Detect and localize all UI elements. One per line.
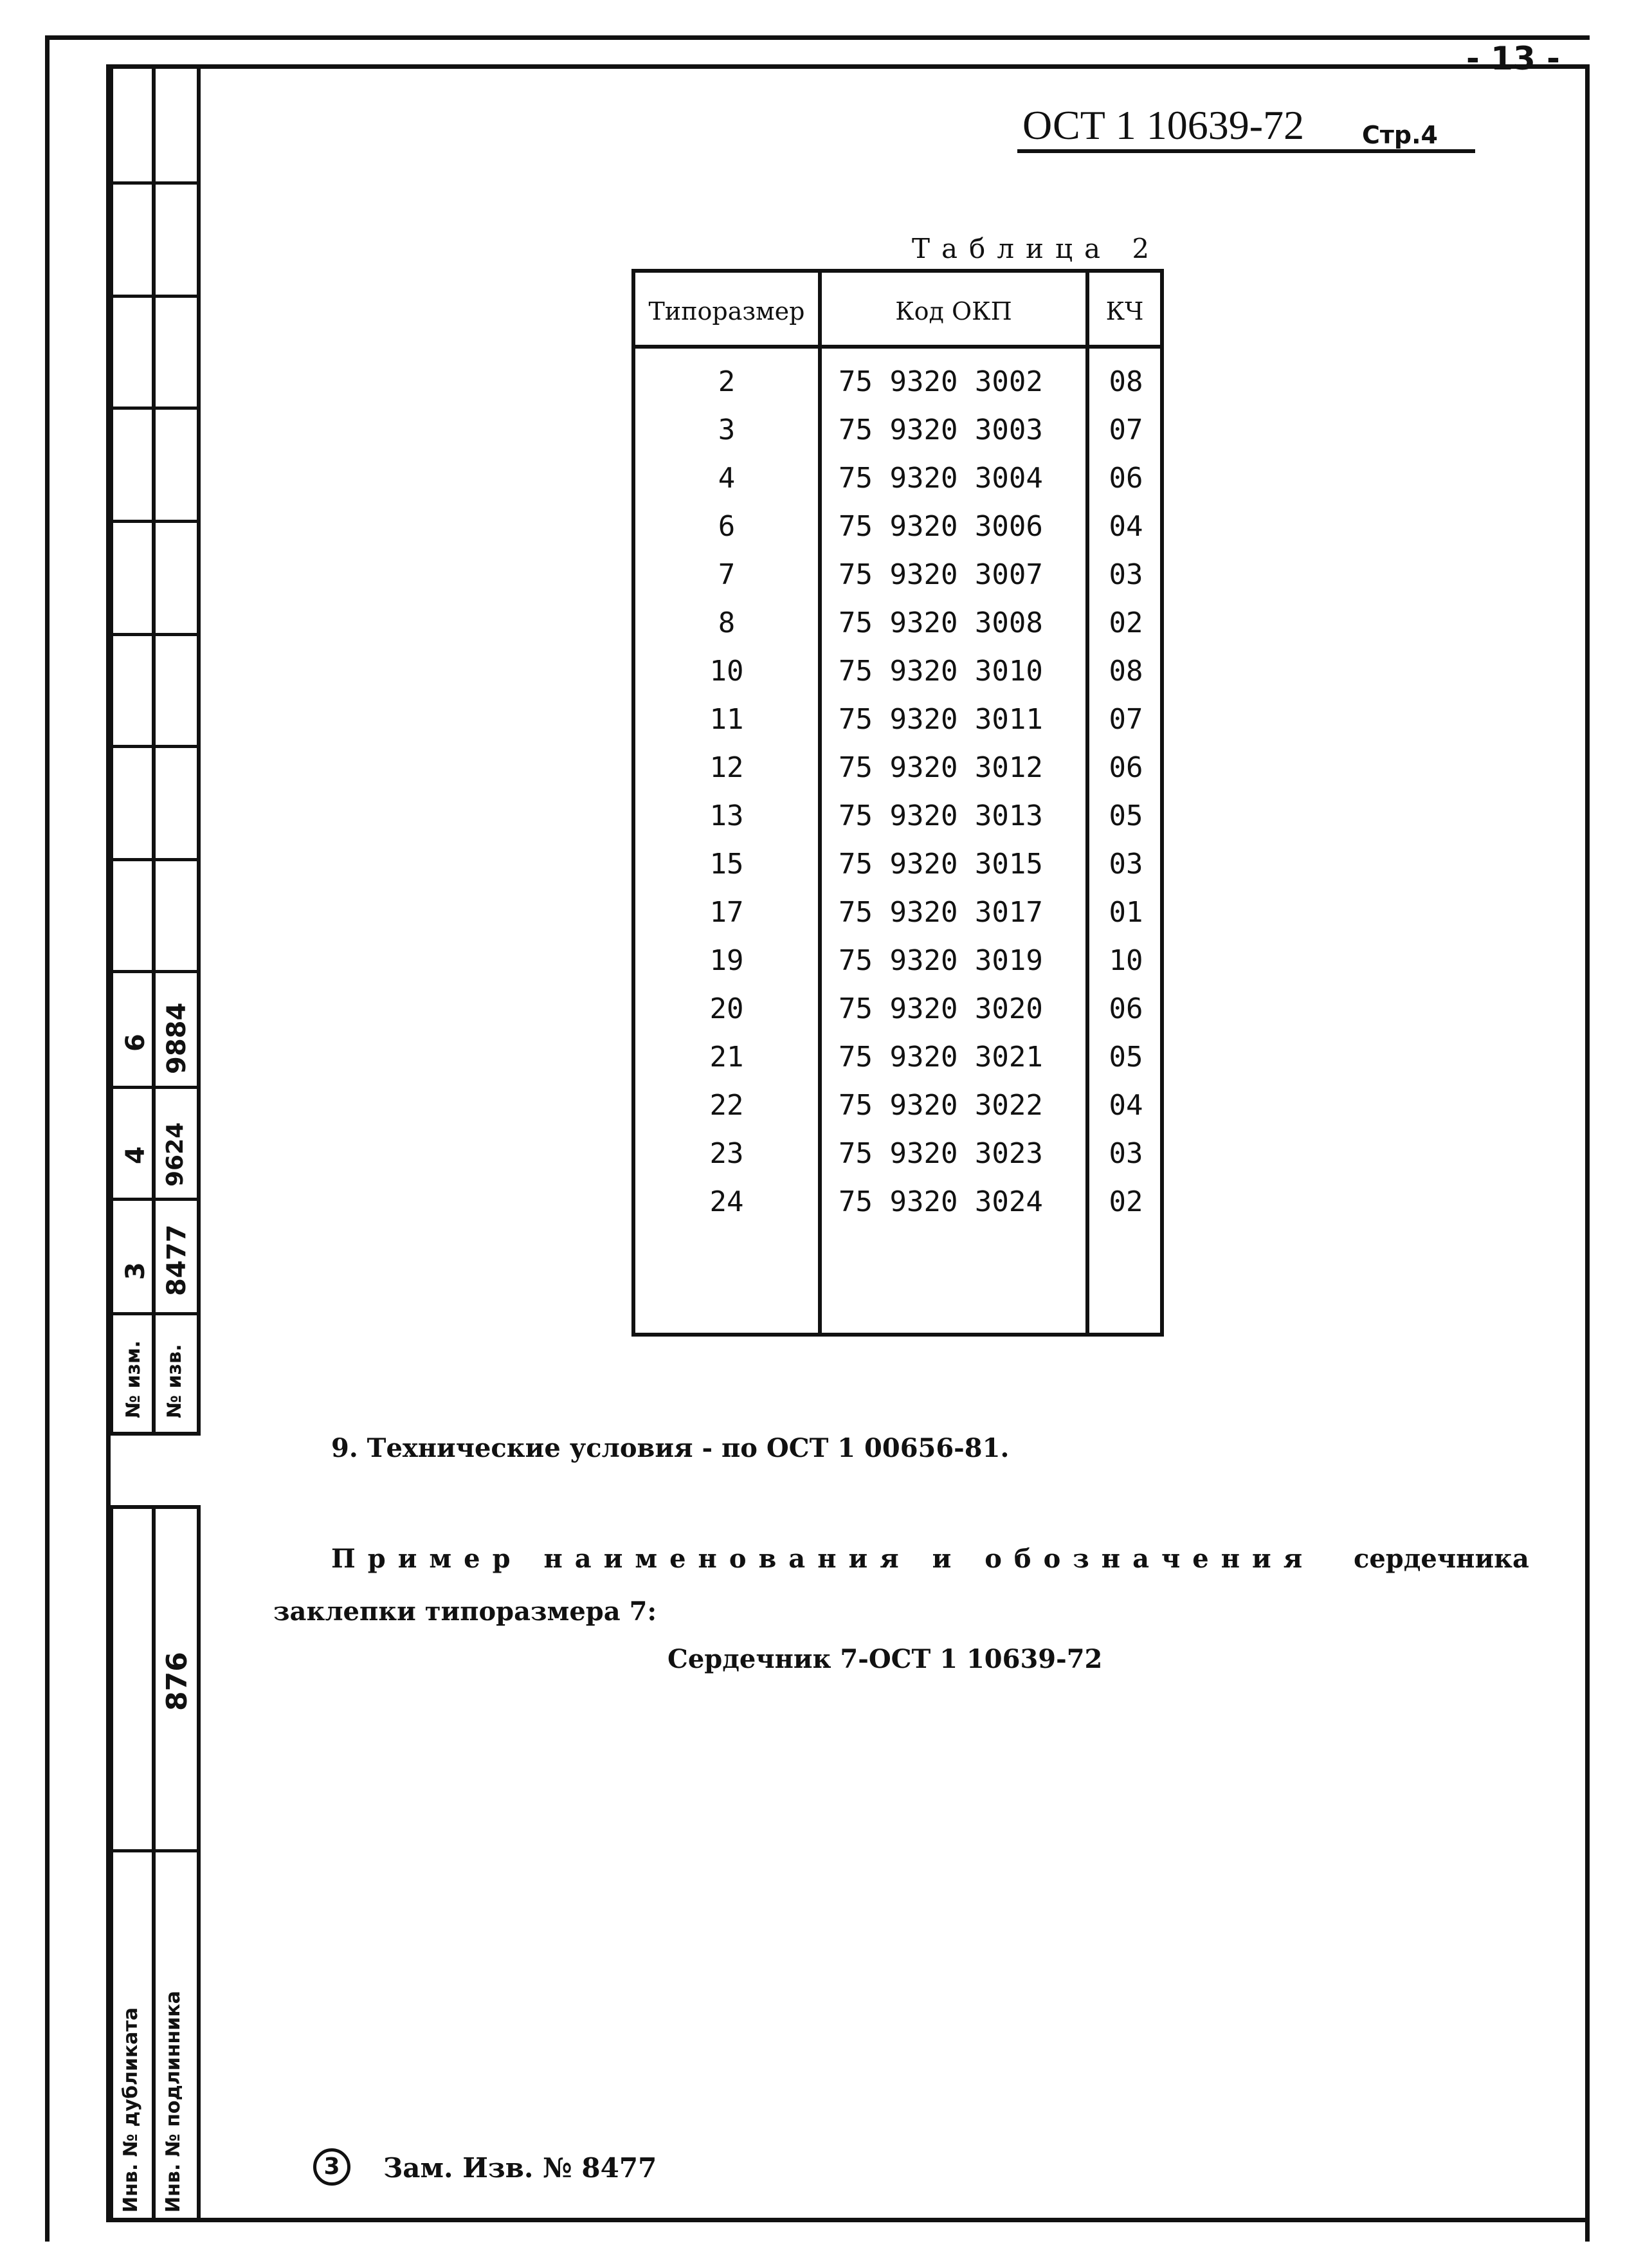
strip-rule [109,1849,201,1852]
revision-circle-mark: 3 [313,2148,350,2186]
cell-kch: 02 [1109,607,1143,639]
cell-okp-code: 75 9320 3017 [839,896,1043,929]
notice-number: 8477 [162,1224,192,1296]
table-row [635,703,1160,751]
cell-okp-code: 75 9320 3021 [839,1041,1043,1074]
cell-kch: 06 [1109,462,1143,495]
table-row [635,558,1160,607]
cell-size: 8 [718,607,736,639]
cell-size: 11 [709,703,744,736]
cell-okp-code: 75 9320 3013 [839,799,1043,832]
page-number: - 13 - [1466,40,1560,77]
cell-kch: 04 [1109,510,1143,543]
cell-kch: 07 [1109,414,1143,446]
cell-size: 21 [709,1041,744,1074]
cell-size: 23 [709,1137,744,1170]
cell-size: 19 [709,944,744,977]
example-line-2: заклепки типоразмера 7: [273,1596,657,1627]
strip-rule [109,970,201,973]
cell-okp-code: 75 9320 3023 [839,1137,1043,1170]
cell-okp-code: 75 9320 3003 [839,414,1043,446]
cell-kch: 08 [1109,365,1143,398]
cell-kch: 06 [1109,992,1143,1025]
cell-size: 15 [709,848,744,881]
cell-okp-code: 75 9320 3022 [839,1089,1043,1122]
table-row [635,510,1160,558]
table-row [635,1185,1160,1234]
cell-kch: 05 [1109,1041,1143,1074]
cell-kch: 05 [1109,799,1143,832]
label-notice-no: № изв. [163,1344,186,1418]
table-row [635,944,1160,992]
cell-kch: 03 [1109,558,1143,591]
cell-kch: 06 [1109,751,1143,784]
cell-size: 10 [709,655,744,688]
strip-rule [109,745,201,748]
table-row [635,992,1160,1041]
revision-notice: Зам. Изв. № 8477 [383,2152,657,2184]
column-header-okp-code: Код ОКП [895,297,1012,325]
strip-rule [109,181,201,185]
cell-okp-code: 75 9320 3004 [839,462,1043,495]
table-title: Таблица 2 [912,233,1161,264]
cell-kch: 03 [1109,848,1143,881]
cell-size: 20 [709,992,744,1025]
strip-rule [109,1312,201,1315]
strip-rule [109,633,201,636]
label-original-inv: Инв. № подлинника [162,1991,185,2213]
cell-kch: 04 [1109,1089,1143,1122]
strip-rule [109,1198,201,1201]
cell-kch: 02 [1109,1185,1143,1218]
label-change-no: № изм. [122,1340,145,1418]
table-row [635,1089,1160,1137]
example-heading-end: сердечника [1354,1544,1529,1574]
cell-size: 6 [718,510,736,543]
page-label: Стр.4 [1362,121,1438,149]
table-row [635,462,1160,510]
cell-kch: 07 [1109,703,1143,736]
inventory-number: 876 [161,1652,194,1711]
table-row [635,848,1160,896]
change-number: 3 [121,1262,150,1280]
cell-okp-code: 75 9320 3007 [839,558,1043,591]
table-row [635,1137,1160,1185]
cell-okp-code: 75 9320 3011 [839,703,1043,736]
cell-kch: 01 [1109,896,1143,929]
header-underline [1017,149,1475,153]
cell-okp-code: 75 9320 3024 [839,1185,1043,1218]
cell-okp-code: 75 9320 3015 [839,848,1043,881]
cell-size: 2 [718,365,736,398]
table-body [635,365,1160,1234]
strip-rule [109,520,201,523]
strip-rule [109,1086,201,1089]
table-row [635,896,1160,944]
table-row [635,799,1160,848]
cell-size: 7 [718,558,736,591]
cell-size: 24 [709,1185,744,1218]
strip-rule [109,858,201,861]
cell-kch: 03 [1109,1137,1143,1170]
cell-kch: 08 [1109,655,1143,688]
example-designation: Сердечник 7-ОСТ 1 10639-72 [667,1644,1103,1674]
document-code: ОСТ 1 10639-72 [1022,102,1305,148]
cell-kch: 10 [1109,944,1143,977]
cell-size: 13 [709,799,744,832]
change-number: 6 [121,1034,150,1052]
cell-okp-code: 75 9320 3019 [839,944,1043,977]
strip-column-change [109,64,156,1436]
cell-okp-code: 75 9320 3002 [839,365,1043,398]
cell-size: 4 [718,462,736,495]
cell-size: 12 [709,751,744,784]
cell-size: 3 [718,414,736,446]
label-duplicate-inv: Инв. № дубликата [120,2007,142,2213]
table-row [635,1041,1160,1089]
column-header-kch: КЧ [1105,297,1144,325]
column-header-size: Типоразмер [648,297,805,325]
cell-okp-code: 75 9320 3008 [839,607,1043,639]
cell-size: 22 [709,1089,744,1122]
table-row [635,751,1160,799]
notice-number: 9884 [162,1002,192,1074]
cell-okp-code: 75 9320 3010 [839,655,1043,688]
strip-rule [109,295,201,298]
cell-okp-code: 75 9320 3012 [839,751,1043,784]
strip-rule [109,407,201,410]
cell-okp-code: 75 9320 3020 [839,992,1043,1025]
clause-9: 9. Технические условия - по ОСТ 1 00656-81. [331,1433,1010,1463]
table-row [635,607,1160,655]
table-row [635,655,1160,703]
cell-size: 17 [709,896,744,929]
table-row [635,365,1160,414]
example-heading: Пример наименования и обозначения [331,1544,1315,1574]
table-row [635,414,1160,462]
cell-okp-code: 75 9320 3006 [839,510,1043,543]
notice-number: 9624 [162,1122,188,1187]
change-number: 4 [121,1146,150,1164]
table-header-rule [631,345,1164,349]
